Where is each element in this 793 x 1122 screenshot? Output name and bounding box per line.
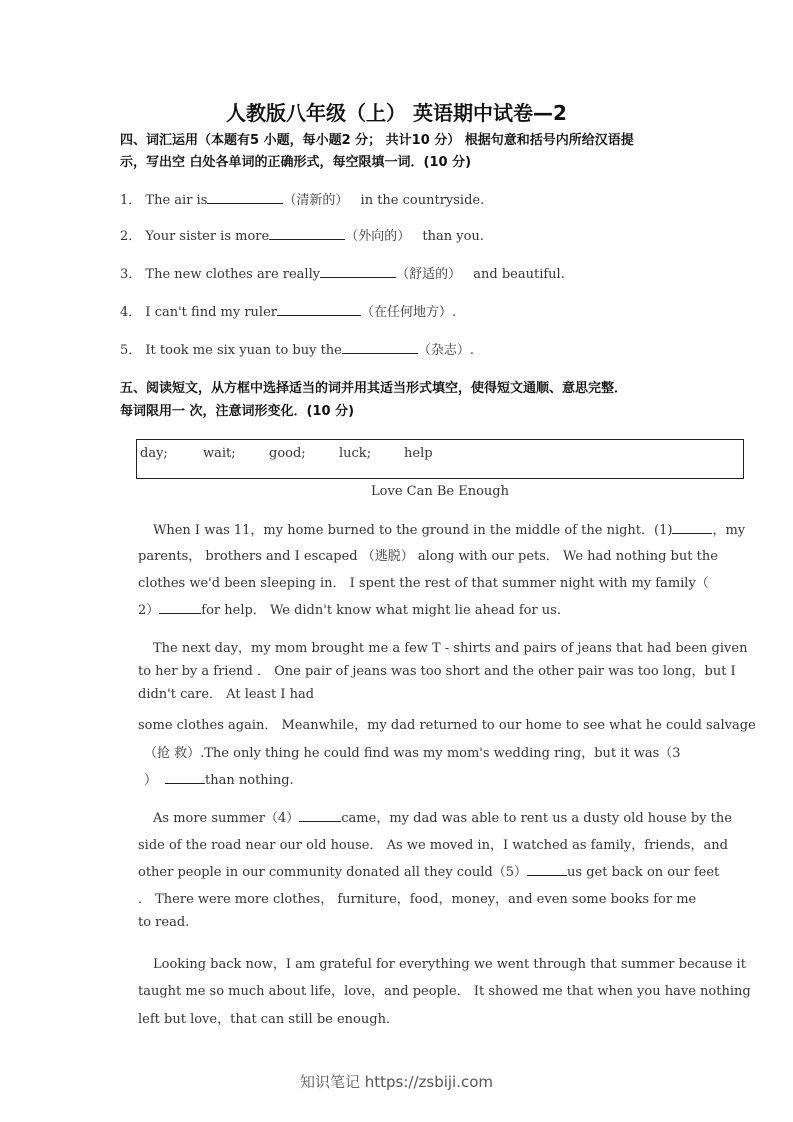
question-hint: （清新的） <box>283 193 349 208</box>
question-number: 5． <box>120 343 142 358</box>
question-number: 1． <box>120 193 142 208</box>
passage-line: parents， brothers and I escaped （逃脱） along with our pets． We had nothing but the <box>138 549 718 564</box>
word-bank-item: wait; <box>203 446 236 461</box>
question-number: 4． <box>120 305 142 320</box>
question-text: The new clothes are really <box>145 267 321 282</box>
question-4 <box>120 301 456 320</box>
passage-line: to her by a friend ． One pair of jeans was too short and the other pair was too long，but I <box>138 664 736 679</box>
passage-line <box>138 861 719 880</box>
passage-text: 2） <box>138 603 160 618</box>
passage-text: than nothing. <box>205 773 294 788</box>
question-hint: （在任何地方）. <box>360 305 457 320</box>
passage-line: Looking back now，I am grateful for everything we went through that summer because it <box>153 957 746 972</box>
answer-blank-5[interactable] <box>527 863 567 876</box>
passage-line <box>144 769 294 788</box>
passage-line <box>138 599 561 618</box>
passage-title: Love Can Be Enough <box>371 484 509 499</box>
question-3 <box>120 263 565 282</box>
question-number: 3． <box>120 267 142 282</box>
passage-text: came，my dad was able to rent us a dusty old house by the <box>341 811 732 826</box>
answer-blank-1[interactable] <box>672 521 712 534</box>
passage-line <box>153 519 745 538</box>
passage-text: for help． We didn't know what might lie ahead for us. <box>201 603 561 618</box>
passage-text: us get back on our feet <box>567 865 720 880</box>
section4-instructions-line1: 四、词汇运用（本题有5 小题，每小题2 分； 共计10 分） 根据句意和括号内所给汉语提 <box>120 133 634 148</box>
passage-text: other people in our community donated all they could（5） <box>138 865 528 880</box>
passage-line: ． There were more clothes， furniture，food，money，and even some books for me <box>138 892 697 907</box>
answer-blank[interactable] <box>342 341 418 354</box>
question-1 <box>120 189 484 208</box>
question-text: and beautiful. <box>473 267 565 282</box>
answer-blank[interactable] <box>269 227 345 240</box>
passage-text: When I was 11，my home burned to the ground in the middle of the night．(1) <box>153 523 673 538</box>
word-bank-box <box>136 439 744 479</box>
passage-line <box>153 807 732 826</box>
question-5 <box>120 339 474 358</box>
question-text: It took me six yuan to buy the <box>145 343 342 358</box>
passage-text: ，my <box>712 523 746 538</box>
passage-line: （抢 救）.The only thing he could find was my mom's wedding ring，but it was（3 <box>144 746 681 761</box>
word-bank-item: day; <box>140 446 168 461</box>
passage-line: some clothes again． Meanwhile，my dad returned to our home to see what he could salvage <box>138 718 756 733</box>
question-hint: （舒适的） <box>396 267 462 282</box>
answer-blank-3[interactable] <box>165 771 205 784</box>
passage-line: The next day，my mom brought me a few T - shirts and pairs of jeans that had been given <box>153 641 748 656</box>
answer-blank[interactable] <box>207 191 283 204</box>
word-bank-item: help <box>404 446 433 461</box>
section5-instructions-line2: 每词限用一 次，注意词形变化．(10 分) <box>120 404 355 419</box>
answer-blank[interactable] <box>320 265 396 278</box>
passage-line: side of the road near our old house． As we moved in，I watched as family，friends，and <box>138 838 728 853</box>
passage-line: left but love，that can still be enough. <box>138 1012 391 1027</box>
section5-instructions-line1: 五、阅读短文，从方框中选择适当的词并用其适当形式填空，使得短文通顺、意思完整． <box>120 381 628 396</box>
question-text: than you. <box>422 229 484 244</box>
question-hint: （杂志）. <box>417 343 475 358</box>
passage-text: ） <box>144 773 158 788</box>
question-text: Your sister is more <box>145 229 270 244</box>
passage-line: didn't care． At least I had <box>138 687 315 702</box>
question-text: in the countryside. <box>360 193 485 208</box>
section4-instructions-line2: 示，写出空 白处各单词的正确形式，每空限填一词．(10 分) <box>120 155 472 170</box>
question-text: The air is <box>145 193 208 208</box>
answer-blank[interactable] <box>277 303 361 316</box>
question-text: I can't find my ruler <box>145 305 277 320</box>
passage-text: As more summer（4） <box>153 811 300 826</box>
word-bank-item: good; <box>269 446 306 461</box>
question-hint: （外向的） <box>345 229 411 244</box>
passage-line: to read. <box>138 915 190 930</box>
answer-blank-2[interactable] <box>159 601 201 614</box>
word-bank-item: luck; <box>339 446 372 461</box>
watermark-footer: 知识笔记 https://zsbiji.com <box>299 1073 494 1091</box>
answer-blank-4[interactable] <box>299 809 341 822</box>
passage-line: taught me so much about life，love，and people． It showed me that when you have nothing <box>138 984 751 999</box>
question-number: 2． <box>120 229 142 244</box>
page-title: 人教版八年级（上） 英语期中试卷—2 <box>226 101 567 125</box>
question-2 <box>120 225 484 244</box>
passage-line: clothes we'd been sleeping in． I spent the rest of that summer night with my family（ <box>138 576 709 591</box>
